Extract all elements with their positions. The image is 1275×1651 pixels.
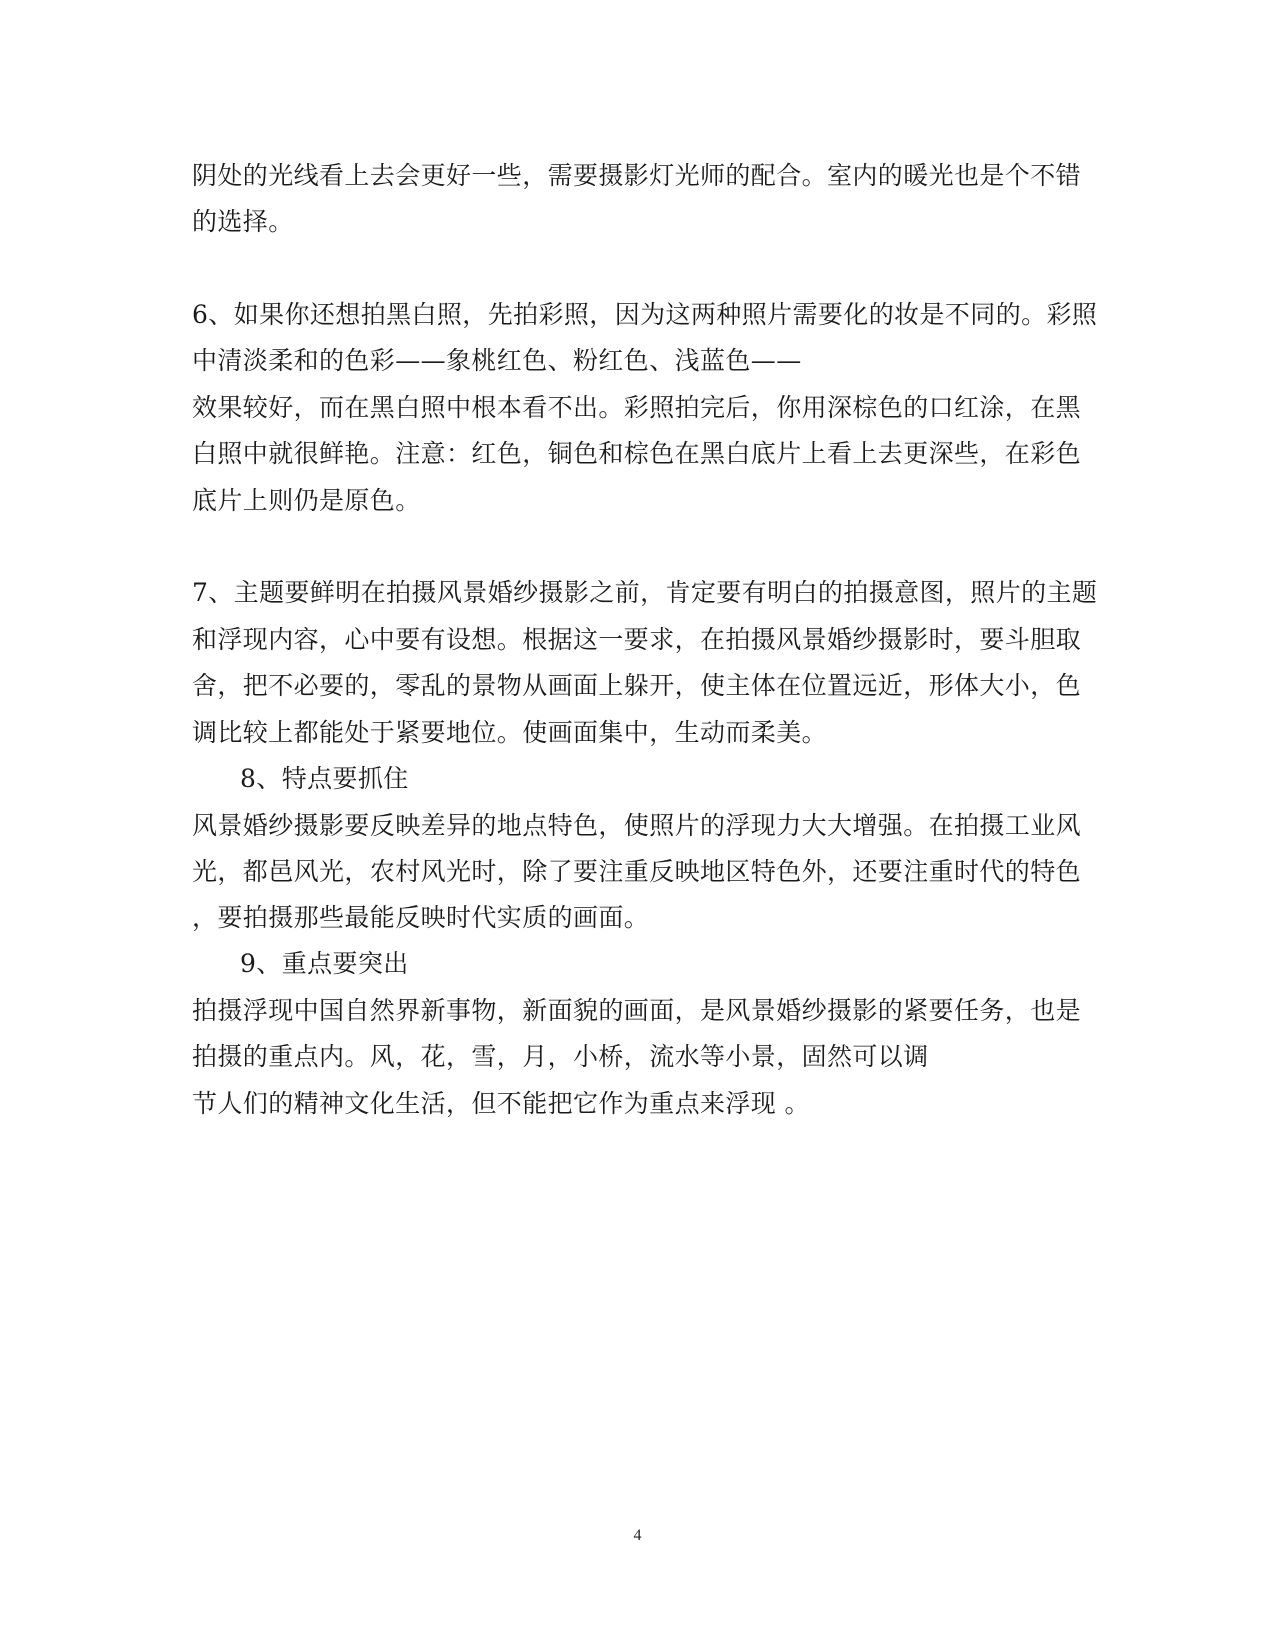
paragraph-line: 节人们的精神文化生活，但不能把它作为重点来浮现 。 (192, 1089, 810, 1118)
paragraph-line: 6、如果你还想拍黑白照，先拍彩照，因为这两种照片需要化的妆是不同的。彩照 (192, 300, 1098, 329)
paragraph-line: 底片上则仍是原色。 (192, 486, 421, 515)
paragraph-line: 中清淡柔和的色彩——象桃红色、粉红色、浅蓝色—— (192, 346, 802, 375)
paragraph-line: 的选择。 (192, 207, 294, 236)
section-heading: 8、特点要抓住 (240, 764, 409, 793)
paragraph-line: 调比较上都能处于紧要地位。使画面集中，生动而柔美。 (192, 718, 828, 747)
paragraph-line: 白照中就很鲜艳。注意：红色，铜色和棕色在黑白底片上看上去更深些，在彩色 (192, 439, 1082, 468)
paragraph-line: 效果较好，而在黑白照中根本看不出。彩照拍完后，你用深棕色的口红涂，在黑 (192, 393, 1082, 422)
paragraph-line: 光，都邑风光，农村风光时，除了要注重反映地区特色外，还要注重时代的特色 (192, 857, 1082, 886)
paragraph-line: 拍摄的重点内。风，花，雪，月，小桥，流水等小景，固然可以调 (192, 1042, 929, 1071)
paragraph-line: 拍摄浮现中国自然界新事物，新面貌的画面，是风景婚纱摄影的紧要任务，也是 (192, 996, 1082, 1025)
paragraph-line: 7、主题要鲜明在拍摄风景婚纱摄影之前，肯定要有明白的拍摄意图，照片的主题 (192, 578, 1098, 607)
page-number: 4 (633, 1527, 642, 1544)
paragraph-line: 风景婚纱摄影要反映差异的地点特色，使照片的浮现力大大增强。在拍摄工业风 (192, 811, 1082, 840)
paragraph-line: ，要拍摄那些最能反映时代实质的画面。 (192, 903, 650, 932)
paragraph-line: 舍，把不必要的，零乱的景物从画面上躲开，使主体在位置远近，形体大小，色 (192, 671, 1082, 700)
paragraph-line: 和浮现内容，心中要有设想。根据这一要求，在拍摄风景婚纱摄影时，要斗胆取 (192, 625, 1082, 654)
section-heading: 9、重点要突出 (240, 949, 409, 978)
paragraph-line: 阴处的光线看上去会更好一些，需要摄影灯光师的配合。室内的暖光也是个不错 (192, 161, 1082, 190)
